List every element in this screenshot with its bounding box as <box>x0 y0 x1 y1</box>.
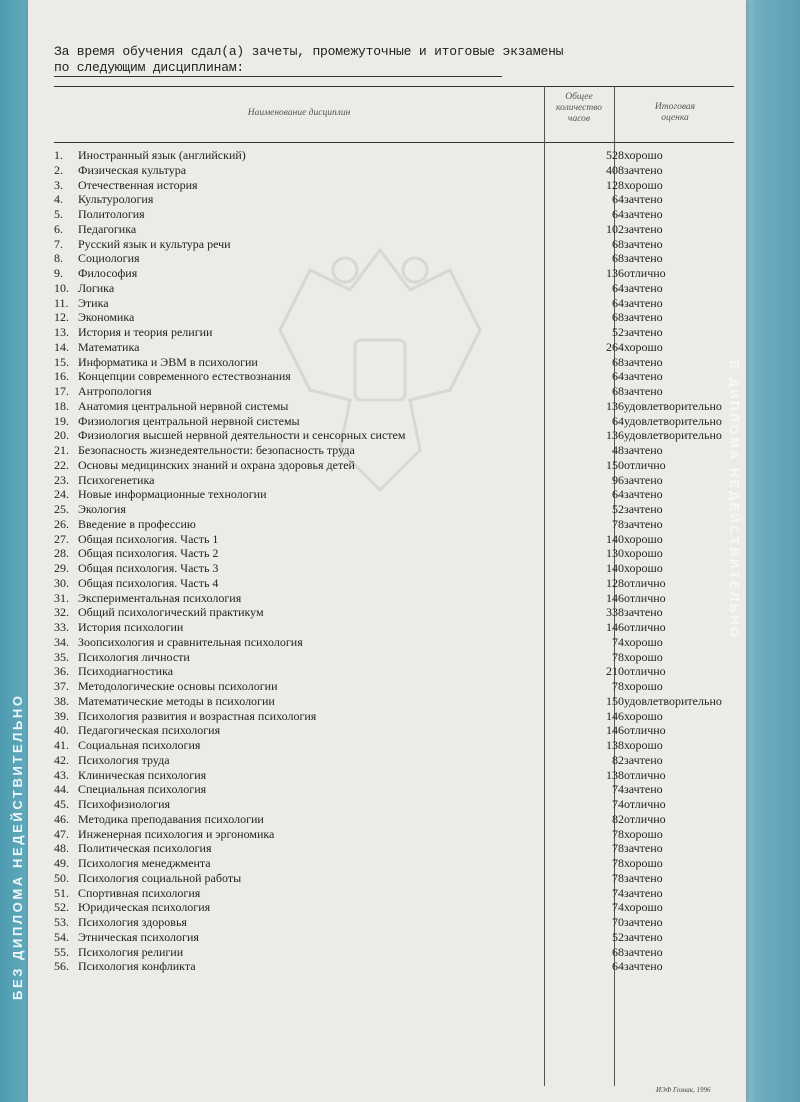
total-hours: 64 <box>612 959 624 974</box>
final-grade: хорошо <box>624 148 663 162</box>
discipline-name: Математика <box>78 339 140 354</box>
total-hours: 146 <box>606 590 624 605</box>
table-row <box>54 782 734 797</box>
total-hours: 74 <box>612 900 624 915</box>
final-grade: хорошо <box>624 738 663 752</box>
row-number: 34. <box>54 634 69 649</box>
discipline-name: История психологии <box>78 620 184 634</box>
discipline-name: Отечественная история <box>78 177 198 192</box>
final-grade: хорошо <box>624 900 663 915</box>
final-grade: хорошо <box>624 561 663 575</box>
final-grade: отлично <box>624 811 666 826</box>
row-number: 43. <box>54 767 69 782</box>
row-number: 52. <box>54 900 69 915</box>
final-grade: зачтено <box>624 841 663 856</box>
total-hours: 68 <box>612 354 624 369</box>
heading-line-1: За время обучения сдал(а) зачеты, промежуточные и итоговые экзамены <box>54 44 564 59</box>
final-grade: хорошо <box>624 826 663 841</box>
discipline-name: Философия <box>78 266 138 280</box>
table-row <box>54 178 734 193</box>
total-hours: 74 <box>612 797 624 811</box>
discipline-name: Экономика <box>78 310 135 325</box>
heading-line-2: по следующим дисциплинам: <box>54 60 245 75</box>
row-number: 20. <box>54 428 69 443</box>
final-grade: отлично <box>624 767 666 782</box>
table-row <box>54 945 734 960</box>
table-row <box>54 591 734 606</box>
row-number: 19. <box>54 413 69 428</box>
table-row <box>54 148 734 163</box>
final-grade: зачтено <box>624 236 663 251</box>
discipline-name: Политическая психология <box>78 841 212 856</box>
discipline-name: Психология развития и возрастная психология <box>78 708 317 723</box>
row-number: 24. <box>54 487 69 502</box>
final-grade: зачтено <box>624 502 663 516</box>
discipline-name: Информатика и ЭВМ в психологии <box>78 354 258 369</box>
discipline-name: Анатомия центральной нервной системы <box>78 398 289 413</box>
row-number: 10. <box>54 280 69 295</box>
total-hours: 140 <box>606 561 624 575</box>
final-grade: отлично <box>624 797 666 811</box>
table-row <box>54 664 734 679</box>
discipline-name: Методологические основы психологии <box>78 679 278 693</box>
discipline-name: Социология <box>78 251 140 266</box>
discipline-name: Общая психология. Часть 4 <box>78 575 219 590</box>
final-grade: зачтено <box>624 369 663 384</box>
discipline-name: Физиология центральной нервной системы <box>78 413 300 428</box>
final-grade: хорошо <box>624 679 663 693</box>
table-row <box>54 207 734 222</box>
row-number: 53. <box>54 915 69 929</box>
total-hours: 138 <box>606 767 624 782</box>
row-number: 50. <box>54 870 69 885</box>
discipline-name: Физиология высшей нервной деятельности и сенсорных систем <box>78 428 406 443</box>
table-row <box>54 399 734 414</box>
table-row <box>54 856 734 871</box>
discipline-name: Психогенетика <box>78 472 155 487</box>
table-row <box>54 443 734 458</box>
total-hours: 128 <box>606 575 624 590</box>
total-hours: 140 <box>606 531 624 546</box>
total-hours: 82 <box>612 811 624 826</box>
column-header-grade: Итоговая оценка <box>654 102 696 123</box>
table-row <box>54 502 734 517</box>
row-number: 39. <box>54 708 69 723</box>
row-number: 55. <box>54 944 69 959</box>
final-grade: зачтено <box>624 192 663 207</box>
table-row <box>54 694 734 709</box>
table-row <box>54 900 734 915</box>
final-grade: зачтено <box>624 280 663 295</box>
final-grade: зачтено <box>624 207 663 221</box>
final-grade: зачтено <box>624 443 663 457</box>
table-row <box>54 222 734 237</box>
discipline-name: Математические методы в психологии <box>78 693 275 708</box>
total-hours: 338 <box>606 605 624 620</box>
table-row <box>54 797 734 812</box>
table-row <box>54 310 734 325</box>
total-hours: 64 <box>612 413 624 428</box>
row-number: 17. <box>54 384 69 398</box>
row-number: 7. <box>54 236 63 251</box>
discipline-name: Педагогическая психология <box>78 723 221 738</box>
row-number: 13. <box>54 325 69 339</box>
row-number: 44. <box>54 782 69 797</box>
row-number: 26. <box>54 516 69 531</box>
final-grade: зачтено <box>624 487 663 502</box>
table-row <box>54 635 734 650</box>
total-hours: 136 <box>606 398 624 413</box>
row-number: 32. <box>54 605 69 620</box>
table-row <box>54 709 734 724</box>
final-grade: зачтено <box>624 915 663 929</box>
final-grade: зачтено <box>624 752 663 767</box>
discipline-name: Основы медицинских знаний и охрана здоровья детей <box>78 457 355 472</box>
table-row <box>54 723 734 738</box>
table-row <box>54 930 734 945</box>
discipline-name: Введение в профессию <box>78 516 196 531</box>
table-row <box>54 266 734 281</box>
discipline-name: Специальная психология <box>78 782 207 797</box>
table-row <box>54 532 734 547</box>
row-number: 14. <box>54 339 69 354</box>
total-hours: 128 <box>606 177 624 192</box>
total-hours: 78 <box>612 826 624 841</box>
discipline-name: Психология личности <box>78 649 190 664</box>
total-hours: 146 <box>606 723 624 738</box>
table-header-border <box>54 142 734 143</box>
discipline-name: Методика преподавания психологии <box>78 811 264 826</box>
discipline-name: Психодиагностика <box>78 664 174 679</box>
table-row <box>54 458 734 473</box>
total-hours: 78 <box>612 516 624 531</box>
discipline-name: Общий психологический практикум <box>78 605 264 620</box>
total-hours: 52 <box>612 929 624 944</box>
total-hours: 78 <box>612 870 624 885</box>
discipline-name: Антропология <box>78 384 152 398</box>
table-row <box>54 251 734 266</box>
total-hours: 68 <box>612 251 624 266</box>
row-number: 21. <box>54 443 69 457</box>
discipline-name: Зоопсихология и сравнительная психология <box>78 634 303 649</box>
row-number: 4. <box>54 192 63 207</box>
total-hours: 64 <box>612 280 624 295</box>
final-grade: отлично <box>624 664 666 679</box>
discipline-name: Безопасность жизнедеятельности: безопасность труда <box>78 443 355 457</box>
final-grade: зачтено <box>624 221 663 236</box>
total-hours: 52 <box>612 502 624 516</box>
row-number: 40. <box>54 723 69 738</box>
total-hours: 68 <box>612 384 624 398</box>
final-grade: зачтено <box>624 251 663 266</box>
discipline-name: Юридическая психология <box>78 900 211 915</box>
total-hours: 74 <box>612 782 624 797</box>
row-number: 6. <box>54 221 63 236</box>
discipline-name: Логика <box>78 280 115 295</box>
final-grade: отлично <box>624 266 666 280</box>
discipline-name: Концепции современного естествознания <box>78 369 291 384</box>
discipline-name: Клиническая психология <box>78 767 207 782</box>
table-row <box>54 841 734 856</box>
row-number: 5. <box>54 207 63 221</box>
discipline-name: Экспериментальная психология <box>78 590 242 605</box>
table-row <box>54 561 734 576</box>
table-row <box>54 414 734 429</box>
row-number: 25. <box>54 502 69 516</box>
final-grade: отлично <box>624 723 666 738</box>
final-grade: зачтено <box>624 782 663 797</box>
final-grade: отлично <box>624 575 666 590</box>
discipline-name: Общая психология. Часть 1 <box>78 531 219 546</box>
total-hours: 102 <box>606 221 624 236</box>
row-number: 31. <box>54 590 69 605</box>
row-number: 16. <box>54 369 69 384</box>
table-row <box>54 355 734 370</box>
column-header-hours: Общее количество часов <box>556 92 602 124</box>
table-row <box>54 281 734 296</box>
row-number: 29. <box>54 561 69 575</box>
row-number: 45. <box>54 797 69 811</box>
total-hours: 264 <box>606 339 624 354</box>
discipline-name: Психология социальной работы <box>78 870 242 885</box>
final-grade: хорошо <box>624 546 663 561</box>
discipline-name: Социальная психология <box>78 738 201 752</box>
table-row <box>54 959 734 974</box>
final-grade: зачтено <box>624 944 663 959</box>
total-hours: 64 <box>612 295 624 310</box>
discipline-name: Инженерная психология и эргономика <box>78 826 275 841</box>
total-hours: 78 <box>612 841 624 856</box>
table-row <box>54 428 734 443</box>
total-hours: 64 <box>612 369 624 384</box>
row-number: 27. <box>54 531 69 546</box>
final-grade: отлично <box>624 590 666 605</box>
final-grade: отлично <box>624 620 666 634</box>
final-grade: зачтено <box>624 929 663 944</box>
row-number: 48. <box>54 841 69 856</box>
final-grade: зачтено <box>624 516 663 531</box>
final-grade: хорошо <box>624 177 663 192</box>
total-hours: 68 <box>612 310 624 325</box>
total-hours: 78 <box>612 679 624 693</box>
final-grade: хорошо <box>624 531 663 546</box>
discipline-name: История и теория религии <box>78 325 213 339</box>
discipline-name: Иностранный язык (английский) <box>78 148 246 162</box>
table-row <box>54 768 734 783</box>
table-row <box>54 340 734 355</box>
discipline-name: Этика <box>78 295 109 310</box>
final-grade: хорошо <box>624 708 663 723</box>
final-grade: удовлетворительно <box>624 398 722 413</box>
row-number: 8. <box>54 251 63 266</box>
final-grade: зачтено <box>624 959 663 974</box>
row-number: 41. <box>54 738 69 752</box>
row-number: 38. <box>54 693 69 708</box>
total-hours: 74 <box>612 634 624 649</box>
discipline-name: Русский язык и культура речи <box>78 236 231 251</box>
table-row <box>54 679 734 694</box>
total-hours: 96 <box>612 472 624 487</box>
total-hours: 528 <box>606 148 624 162</box>
row-number: 51. <box>54 885 69 900</box>
row-number: 46. <box>54 811 69 826</box>
final-grade: зачтено <box>624 384 663 398</box>
total-hours: 150 <box>606 457 624 472</box>
final-grade: зачтено <box>624 295 663 310</box>
final-grade: хорошо <box>624 634 663 649</box>
table-row <box>54 487 734 502</box>
final-grade: зачтено <box>624 885 663 900</box>
row-number: 18. <box>54 398 69 413</box>
table-row <box>54 620 734 635</box>
table-row <box>54 369 734 384</box>
total-hours: 64 <box>612 487 624 502</box>
row-number: 12. <box>54 310 69 325</box>
final-grade: удовлетворительно <box>624 428 722 443</box>
final-grade: зачтено <box>624 472 663 487</box>
table-row <box>54 192 734 207</box>
total-hours: 74 <box>612 885 624 900</box>
final-grade: хорошо <box>624 856 663 870</box>
total-hours: 136 <box>606 266 624 280</box>
final-grade: зачтено <box>624 162 663 177</box>
total-hours: 52 <box>612 325 624 339</box>
table-row <box>54 517 734 532</box>
final-grade: зачтено <box>624 354 663 369</box>
table-row <box>54 325 734 340</box>
total-hours: 64 <box>612 192 624 207</box>
row-number: 2. <box>54 162 63 177</box>
total-hours: 138 <box>606 738 624 752</box>
total-hours: 64 <box>612 207 624 221</box>
final-grade: зачтено <box>624 325 663 339</box>
final-grade: зачтено <box>624 605 663 620</box>
table-row <box>54 753 734 768</box>
total-hours: 146 <box>606 620 624 634</box>
printer-mark: ИЭФ Гознак, 1996 <box>656 1086 711 1094</box>
table-row <box>54 296 734 311</box>
row-number: 42. <box>54 752 69 767</box>
discipline-name: Культурология <box>78 192 154 207</box>
row-number: 30. <box>54 575 69 590</box>
row-number: 9. <box>54 266 63 280</box>
row-number: 36. <box>54 664 69 679</box>
row-number: 28. <box>54 546 69 561</box>
table-row <box>54 546 734 561</box>
table-row <box>54 738 734 753</box>
total-hours: 210 <box>606 664 624 679</box>
final-grade: зачтено <box>624 870 663 885</box>
row-number: 3. <box>54 177 63 192</box>
table-row <box>54 576 734 591</box>
discipline-name: Физическая культура <box>78 162 187 177</box>
row-number: 22. <box>54 457 69 472</box>
discipline-name: Новые информационные технологии <box>78 487 267 502</box>
row-number: 49. <box>54 856 69 870</box>
total-hours: 78 <box>612 649 624 664</box>
total-hours: 70 <box>612 915 624 929</box>
column-header-name: Наименование дисциплин <box>247 108 351 118</box>
discipline-name: Общая психология. Часть 2 <box>78 546 219 561</box>
table-row <box>54 605 734 620</box>
table-row <box>54 237 734 252</box>
discipline-name: Психология менеджмента <box>78 856 211 870</box>
final-grade: хорошо <box>624 339 663 354</box>
row-number: 33. <box>54 620 69 634</box>
table-row <box>54 650 734 665</box>
discipline-name: Политология <box>78 207 145 221</box>
row-number: 1. <box>54 148 63 162</box>
discipline-name: Экология <box>78 502 126 516</box>
total-hours: 82 <box>612 752 624 767</box>
total-hours: 78 <box>612 856 624 870</box>
row-number: 56. <box>54 959 69 974</box>
row-number: 35. <box>54 649 69 664</box>
table-row <box>54 163 734 178</box>
discipline-name: Психофизиология <box>78 797 171 811</box>
row-number: 37. <box>54 679 69 693</box>
table-row <box>54 827 734 842</box>
total-hours: 150 <box>606 693 624 708</box>
total-hours: 48 <box>612 443 624 457</box>
table-top-border <box>54 86 734 87</box>
final-grade: отлично <box>624 457 666 472</box>
total-hours: 68 <box>612 236 624 251</box>
page-heading <box>54 44 563 76</box>
table-row <box>54 886 734 901</box>
final-grade: зачтено <box>624 310 663 325</box>
heading-underline <box>54 76 502 77</box>
discipline-name: Этническая психология <box>78 929 199 944</box>
table-row <box>54 812 734 827</box>
total-hours: 408 <box>606 162 624 177</box>
table-row <box>54 473 734 488</box>
total-hours: 136 <box>606 428 624 443</box>
final-grade: хорошо <box>624 649 663 664</box>
row-number: 23. <box>54 472 69 487</box>
discipline-name: Спортивная психология <box>78 885 201 900</box>
row-number: 15. <box>54 354 69 369</box>
discipline-name: Общая психология. Часть 3 <box>78 561 219 575</box>
final-grade: удовлетворительно <box>624 693 722 708</box>
table-row <box>54 384 734 399</box>
discipline-name: Психология труда <box>78 752 170 767</box>
discipline-name: Психология религии <box>78 944 184 959</box>
discipline-name: Психология конфликта <box>78 959 196 974</box>
table-row <box>54 915 734 930</box>
table-row <box>54 871 734 886</box>
total-hours: 68 <box>612 944 624 959</box>
final-grade: удовлетворительно <box>624 413 722 428</box>
discipline-name: Педагогика <box>78 221 137 236</box>
row-number: 47. <box>54 826 69 841</box>
total-hours: 146 <box>606 708 624 723</box>
row-number: 11. <box>54 295 69 310</box>
total-hours: 130 <box>606 546 624 561</box>
row-number: 54. <box>54 929 69 944</box>
discipline-name: Психология здоровья <box>78 915 187 929</box>
